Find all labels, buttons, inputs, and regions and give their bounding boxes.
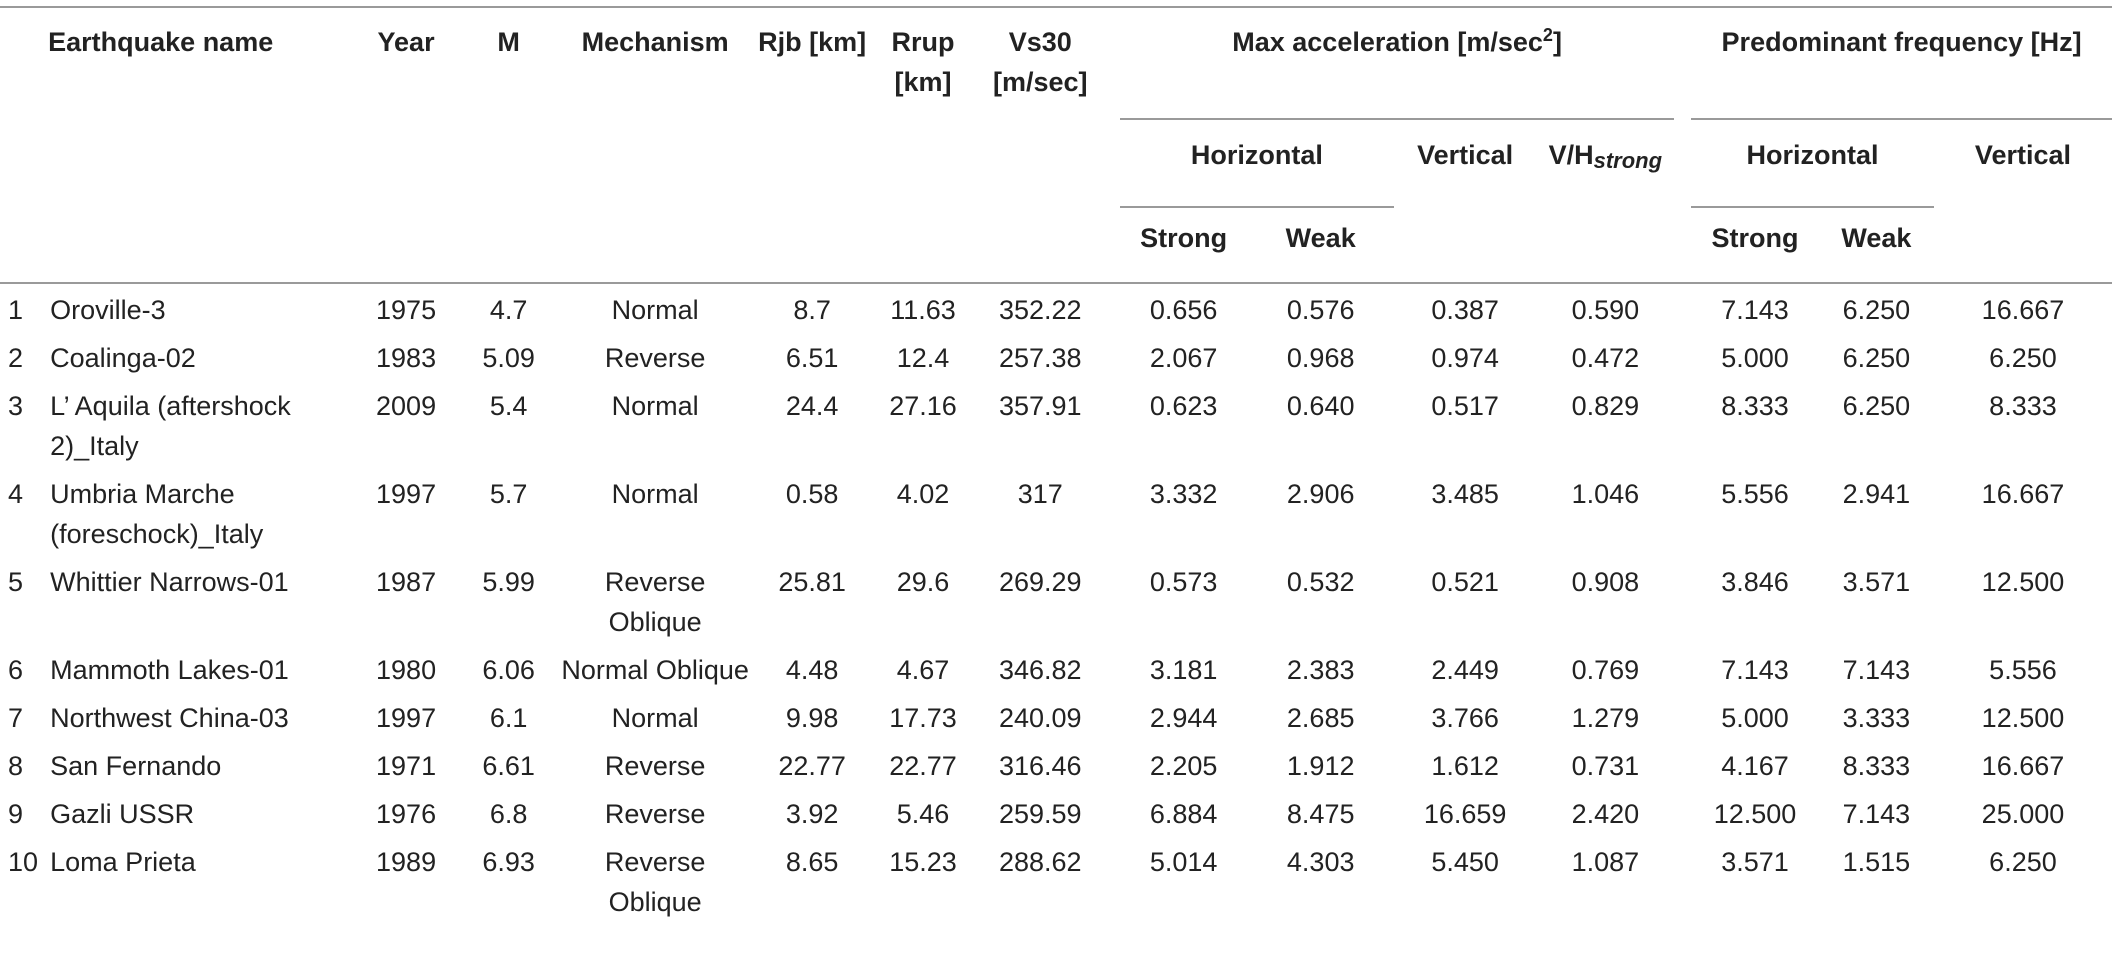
freq-vertical-cell: 16.667 — [1981, 479, 2065, 509]
header-freq-strong: Strong — [1691, 207, 1819, 283]
row-index-cell: 6 — [8, 655, 24, 685]
earthquake-name-cell: Whittier Narrows-01 — [50, 567, 289, 597]
year-cell: 1989 — [376, 847, 437, 877]
acc-horizontal-strong-cell: 3.181 — [1149, 655, 1218, 685]
earthquake-name-cell: Mammoth Lakes-01 — [50, 655, 289, 685]
rjb-cell: 22.77 — [778, 751, 846, 781]
acc-vertical-cell: 0.521 — [1431, 567, 1499, 597]
header-vh-strong: V/Hstrong — [1548, 140, 1663, 173]
freq-vertical-cell: 6.250 — [1989, 343, 2057, 373]
acc-horizontal-strong-cell: 0.623 — [1149, 391, 1218, 421]
year-cell: 1997 — [376, 703, 437, 733]
earthquake-name-cell: Umbria Marche (foreschock)_Italy — [50, 479, 264, 549]
freq-vertical-cell: 12.500 — [1981, 567, 2065, 597]
header-acc-strong: Strong — [1120, 207, 1248, 283]
acc-horizontal-strong-cell: 0.573 — [1149, 567, 1218, 597]
year-cell: 2009 — [376, 391, 437, 421]
header-freq-vertical: Vertical — [1974, 140, 2071, 170]
freq-vertical-cell: 16.667 — [1981, 751, 2065, 781]
magnitude-cell: 5.99 — [482, 567, 535, 597]
earthquake-name-cell: L’ Aquila (aftershock 2)_Italy — [50, 391, 291, 461]
freq-horizontal-strong-cell: 12.500 — [1713, 799, 1797, 829]
header-freq-weak: Weak — [1819, 207, 1934, 283]
header-acc-horizontal: Horizontal — [1120, 119, 1394, 207]
rjb-cell: 4.48 — [785, 655, 839, 685]
earthquake-name-cell: Loma Prieta — [50, 847, 196, 877]
rrup-cell: 15.23 — [889, 847, 957, 877]
vs30-cell: 259.59 — [998, 799, 1082, 829]
rrup-cell: 12.4 — [896, 343, 950, 373]
vh-strong-cell: 1.279 — [1571, 703, 1640, 733]
vh-strong-cell: 0.769 — [1571, 655, 1640, 685]
mechanism-cell: Normal — [611, 479, 699, 509]
rrup-cell: 17.73 — [889, 703, 957, 733]
rjb-cell: 3.92 — [785, 799, 839, 829]
mechanism-cell: Normal — [611, 295, 699, 325]
table-row — [0, 836, 2112, 924]
table-row — [0, 788, 2112, 836]
year-cell: 1971 — [376, 751, 437, 781]
acc-horizontal-strong-cell: 2.944 — [1149, 703, 1218, 733]
header-freq-horizontal: Horizontal — [1691, 119, 1934, 207]
freq-vertical-cell: 16.667 — [1981, 295, 2065, 325]
freq-horizontal-strong-cell: 7.143 — [1721, 295, 1789, 325]
row-index-cell: 2 — [8, 343, 24, 373]
magnitude-cell: 6.1 — [489, 703, 528, 733]
acc-vertical-cell: 0.517 — [1431, 391, 1499, 421]
acc-vertical-cell: 2.449 — [1431, 655, 1499, 685]
header-acc-weak: Weak — [1247, 207, 1394, 283]
acc-horizontal-weak-cell: 2.383 — [1286, 655, 1355, 685]
header-predominant-frequency: Predominant frequency [Hz] — [1691, 7, 2112, 119]
row-index-cell: 8 — [8, 751, 24, 781]
acc-horizontal-weak-cell: 0.640 — [1286, 391, 1355, 421]
acc-horizontal-strong-cell: 6.884 — [1149, 799, 1218, 829]
vs30-cell: 269.29 — [998, 567, 1082, 597]
vh-strong-cell: 0.731 — [1571, 751, 1640, 781]
acc-vertical-cell: 3.485 — [1431, 479, 1499, 509]
vs30-cell: 316.46 — [998, 751, 1082, 781]
rjb-cell: 8.7 — [793, 295, 831, 325]
magnitude-cell: 5.09 — [482, 343, 535, 373]
header-rjb: Rjb [km] — [756, 7, 869, 119]
freq-horizontal-strong-cell: 4.167 — [1721, 751, 1789, 781]
acc-horizontal-weak-cell: 0.968 — [1286, 343, 1355, 373]
acc-horizontal-weak-cell: 0.576 — [1286, 295, 1355, 325]
table-row — [0, 556, 2112, 644]
acc-horizontal-weak-cell: 4.303 — [1286, 847, 1355, 877]
vs30-cell: 317 — [1017, 479, 1063, 509]
magnitude-cell: 6.93 — [482, 847, 535, 877]
acc-horizontal-weak-cell: 2.906 — [1286, 479, 1355, 509]
freq-horizontal-strong-cell: 5.000 — [1721, 703, 1789, 733]
freq-vertical-cell: 25.000 — [1981, 799, 2065, 829]
mechanism-cell: Reverse — [604, 343, 706, 373]
acc-horizontal-weak-cell: 0.532 — [1286, 567, 1355, 597]
magnitude-cell: 4.7 — [489, 295, 528, 325]
freq-horizontal-weak-cell: 1.515 — [1842, 847, 1911, 877]
magnitude-cell: 6.8 — [489, 799, 528, 829]
freq-horizontal-strong-cell: 3.571 — [1721, 847, 1789, 877]
vh-strong-cell: 2.420 — [1571, 799, 1640, 829]
row-index-cell: 9 — [8, 799, 24, 829]
freq-horizontal-weak-cell: 7.143 — [1842, 799, 1911, 829]
freq-horizontal-weak-cell: 6.250 — [1842, 391, 1911, 421]
mechanism-cell: Normal — [611, 703, 699, 733]
freq-horizontal-weak-cell: 2.941 — [1842, 479, 1911, 509]
freq-horizontal-weak-cell: 8.333 — [1842, 751, 1911, 781]
rrup-cell: 29.6 — [896, 567, 950, 597]
earthquake-table — [0, 6, 2112, 924]
acc-horizontal-strong-cell: 0.656 — [1149, 295, 1218, 325]
year-cell: 1983 — [376, 343, 437, 373]
freq-horizontal-weak-cell: 3.571 — [1842, 567, 1911, 597]
magnitude-cell: 6.06 — [482, 655, 535, 685]
freq-horizontal-weak-cell: 7.143 — [1842, 655, 1911, 685]
magnitude-cell: 6.61 — [482, 751, 535, 781]
mechanism-cell: Normal — [611, 391, 699, 421]
rjb-cell: 9.98 — [785, 703, 839, 733]
vh-strong-cell: 1.046 — [1571, 479, 1640, 509]
freq-vertical-cell: 5.556 — [1989, 655, 2057, 685]
table-row — [0, 740, 2112, 788]
freq-horizontal-strong-cell: 5.556 — [1721, 479, 1789, 509]
freq-horizontal-strong-cell: 5.000 — [1721, 343, 1789, 373]
mechanism-cell: Reverse — [604, 799, 706, 829]
mechanism-cell: Normal Oblique — [561, 655, 749, 685]
acc-vertical-cell: 5.450 — [1431, 847, 1499, 877]
year-cell: 1975 — [376, 295, 437, 325]
freq-horizontal-weak-cell: 6.250 — [1842, 343, 1911, 373]
rjb-cell: 6.51 — [785, 343, 839, 373]
acc-vertical-cell: 1.612 — [1431, 751, 1499, 781]
table-row — [0, 468, 2112, 556]
magnitude-cell: 5.4 — [489, 391, 528, 421]
earthquake-name-cell: San Fernando — [50, 751, 222, 781]
row-index-cell: 4 — [8, 479, 24, 509]
vh-strong-cell: 1.087 — [1571, 847, 1640, 877]
vs30-cell: 288.62 — [998, 847, 1082, 877]
header-m: M — [463, 7, 555, 119]
freq-horizontal-weak-cell: 6.250 — [1842, 295, 1911, 325]
acc-vertical-cell: 3.766 — [1431, 703, 1499, 733]
table-row — [0, 380, 2112, 468]
year-cell: 1980 — [376, 655, 437, 685]
freq-vertical-cell: 12.500 — [1981, 703, 2065, 733]
rrup-cell: 27.16 — [889, 391, 957, 421]
table-row — [0, 332, 2112, 380]
row-index-cell: 5 — [8, 567, 24, 597]
header-max-acceleration: Max acceleration $[m/\sec^2]$ — [1120, 7, 1675, 119]
vs30-cell: 357.91 — [998, 391, 1082, 421]
acc-horizontal-strong-cell: 2.205 — [1149, 751, 1218, 781]
earthquake-name-cell: Northwest China-03 — [50, 703, 289, 733]
earthquake-name-cell: Oroville-3 — [50, 295, 166, 325]
magnitude-cell: 5.7 — [489, 479, 528, 509]
vh-strong-cell: 0.590 — [1571, 295, 1640, 325]
header-mechanism: Mechanism — [555, 7, 756, 119]
header-acc-vertical: Vertical — [1417, 140, 1514, 170]
rrup-cell: 22.77 — [889, 751, 957, 781]
year-cell: 1976 — [376, 799, 437, 829]
earthquake-name-cell: Gazli USSR — [50, 799, 195, 829]
mechanism-cell: Reverse Oblique — [604, 567, 706, 637]
rjb-cell: 25.81 — [778, 567, 846, 597]
vh-strong-cell: 0.829 — [1571, 391, 1640, 421]
header-year: Year — [350, 7, 463, 119]
freq-horizontal-weak-cell: 3.333 — [1842, 703, 1911, 733]
vs30-cell: 352.22 — [998, 295, 1082, 325]
year-cell: 1997 — [376, 479, 437, 509]
rjb-cell: 8.65 — [785, 847, 839, 877]
row-index-cell: 10 — [8, 847, 39, 877]
vs30-cell: 346.82 — [998, 655, 1082, 685]
mechanism-cell: Reverse — [604, 751, 706, 781]
acc-vertical-cell: 0.974 — [1431, 343, 1499, 373]
acc-vertical-cell: 16.659 — [1423, 799, 1507, 829]
freq-horizontal-strong-cell: 7.143 — [1721, 655, 1789, 685]
year-cell: 1987 — [376, 567, 437, 597]
header-earthquake-name: Earthquake name — [48, 7, 349, 119]
row-index-cell: 7 — [8, 703, 24, 733]
header-vs30: Vs30 [m/sec] — [977, 7, 1103, 119]
table-row — [0, 283, 2112, 332]
row-index-cell: 3 — [8, 391, 24, 421]
rrup-cell: 11.63 — [890, 295, 956, 325]
header-rrup: Rrup [km] — [869, 7, 978, 119]
acc-horizontal-weak-cell: 1.912 — [1286, 751, 1355, 781]
vs30-cell: 257.38 — [998, 343, 1082, 373]
table-row — [0, 692, 2112, 740]
rrup-cell: 4.67 — [896, 655, 950, 685]
rjb-cell: 24.4 — [785, 391, 839, 421]
acc-horizontal-weak-cell: 2.685 — [1286, 703, 1355, 733]
row-index-cell: 1 — [8, 295, 24, 325]
freq-horizontal-strong-cell: 3.846 — [1721, 567, 1789, 597]
acc-horizontal-strong-cell: 5.014 — [1149, 847, 1218, 877]
vh-strong-cell: 0.908 — [1571, 567, 1640, 597]
freq-horizontal-strong-cell: 8.333 — [1721, 391, 1789, 421]
acc-horizontal-strong-cell: 3.332 — [1149, 479, 1218, 509]
rrup-cell: 4.02 — [896, 479, 950, 509]
acc-horizontal-strong-cell: 2.067 — [1149, 343, 1218, 373]
rjb-cell: 0.58 — [785, 479, 839, 509]
mechanism-cell: Reverse Oblique — [604, 847, 706, 917]
vh-strong-cell: 0.472 — [1571, 343, 1640, 373]
vs30-cell: 240.09 — [998, 703, 1082, 733]
freq-vertical-cell: 6.250 — [1989, 847, 2057, 877]
acc-horizontal-weak-cell: 8.475 — [1286, 799, 1355, 829]
earthquake-name-cell: Coalinga-02 — [50, 343, 196, 373]
acc-vertical-cell: 0.387 — [1431, 295, 1499, 325]
rrup-cell: 5.46 — [896, 799, 950, 829]
table-row — [0, 644, 2112, 692]
freq-vertical-cell: 8.333 — [1989, 391, 2057, 421]
